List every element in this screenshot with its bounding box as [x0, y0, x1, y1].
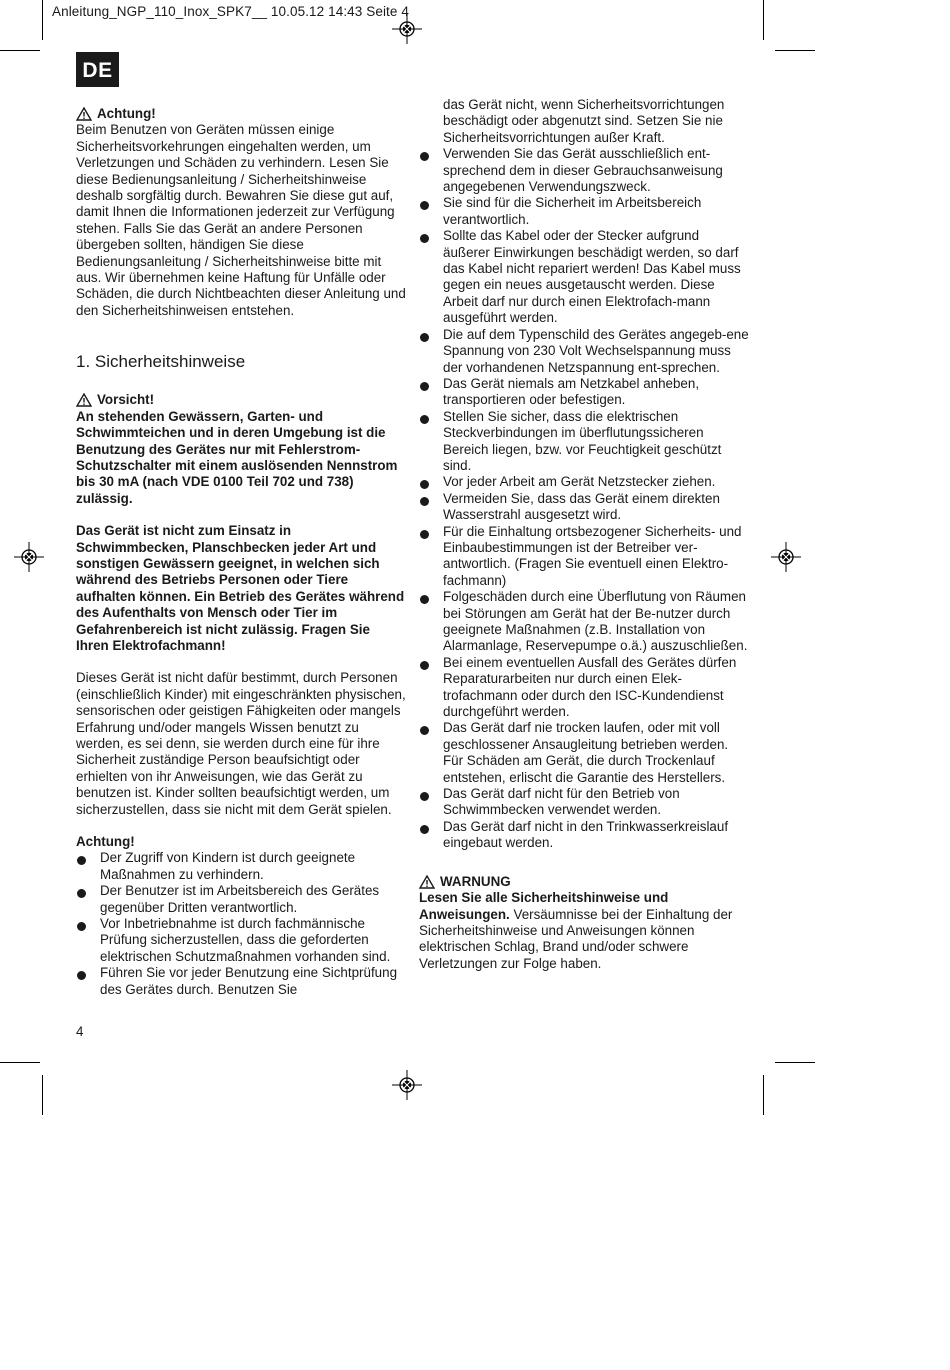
warning-triangle-icon — [419, 875, 435, 889]
crop-mark-bottom-right-horizontal — [775, 1062, 815, 1063]
crop-mark-top-right-horizontal — [775, 50, 815, 51]
list-item: Das Gerät niemals am Netzkabel anheben, transportieren oder befestigen. — [419, 376, 749, 409]
vorsicht-bold-paragraph-2: Das Gerät ist nicht zum Einsatz in Schwimmbecken, Planschbecken jeder Art und sonstigen Gewässern geeignet, in welchen sich während des Betriebs Personen oder Tiere aufhalten können. Ein Betrieb des Gerätes während des Aufenthalts von Mensch oder Tier im Gefahrenbereich ist nicht zulässig. Fragen Sie Ihren Elektrofachmann! — [76, 523, 405, 653]
list-item: Der Benutzer ist im Arbeitsbereich des Gerätes gegenüber Dritten verantwortlich. — [76, 883, 406, 916]
achtung-heading — [76, 106, 406, 122]
list-item: Führen Sie vor jeder Benutzung eine Sichtprüfung des Gerätes durch. Benutzen Sie — [76, 965, 406, 998]
list-item: Vermeiden Sie, dass das Gerät einem direkten Wasserstrahl ausgesetzt wird. — [419, 491, 749, 524]
list-item: Sie sind für die Sicherheit im Arbeitsbereich verantwortlich. — [419, 195, 749, 228]
list-item: Stellen Sie sicher, dass die elektrischen Steckverbindungen im überflutungssicheren Bereich liegen, bzw. vor Feuchtigkeit geschützt sind. — [419, 409, 749, 475]
vorsicht-heading-label: Vorsicht! — [97, 392, 155, 408]
list-item: Bei einem eventuellen Ausfall des Gerätes dürfen Reparaturarbeiten nur durch einen Elek-trofachmann oder durch den ISC-Kundendienst durchgeführt werden. — [419, 655, 749, 721]
persons-paragraph: Dieses Gerät ist nicht dafür bestimmt, durch Personen (einschließlich Kinder) mit eingeschränkten physischen, sensorischen oder geistigen Fähigkeiten oder mangels Erfahrung und/oder mangels Wissen benutzt zu werden, es sei denn, sie werden durch eine für ihre Sicherheit zuständige Person beaufsichtigt oder erhielten von ihr Anweisungen, wie das Gerät zu benutzen ist. Kinder sollten beaufsichtigt werden, um sicherzustellen, dass sie nicht mit dem Gerät spielen. — [76, 670, 406, 817]
list-item: Vor jeder Arbeit am Gerät Netzstecker ziehen. — [419, 474, 749, 490]
list-item: Der Zugriff von Kindern ist durch geeignete Maßnahmen zu verhindern. — [76, 850, 406, 883]
registration-mark-icon — [14, 542, 44, 572]
warning-triangle-icon — [76, 107, 92, 121]
registration-mark-icon — [392, 1070, 422, 1100]
achtung-paragraph: Beim Benutzen von Geräten müssen einige Sicherheitsvorkehrungen eingehalten werden, um Verletzungen und Schäden zu verhindern. Lesen Sie diese Bedienungsanleitung / Sicherheitshinweise deshalb sorgfältig durch. Bewahren Sie diese gut auf, damit Ihnen die Informationen jederzeit zur Verfügung stehen. Falls Sie das Gerät an andere Personen übergeben sollten, händigen Sie diese Bedienungsanleitung / Sicherheitshinweise bitte mit aus. Wir übernehmen keine Haftung für Unfälle oder Schäden, die durch Nichtbeachten dieser Anleitung und den Sicherheitshinweisen entstehen. — [76, 122, 406, 318]
registration-mark-icon — [392, 14, 422, 44]
list-item: Für die Einhaltung ortsbezogener Sicherheits- und Einbaubestimmungen ist der Betreiber ver-antwortlich. (Fragen Sie eventuell einen Elektro-fachmann) — [419, 524, 749, 590]
continued-paragraph: das Gerät nicht, wenn Sicherheitsvorrichtungen beschädigt oder abgenutzt sind. Setzen Sie nie Sicherheitsvorrichtungen außer Kraft. — [443, 97, 725, 145]
list-item: Das Gerät darf nie trocken laufen, oder mit voll geschlossener Ansaugleitung betrieben werden. Für Schäden am Gerät, die durch Trockenlauf entstehen, erlischt die Garantie des Herstellers. — [419, 720, 749, 786]
right-column — [419, 97, 749, 972]
warnung-text: Versäumnisse bei der Einhaltung der Sicherheitshinweise und Anweisungen können elektrischen Schlag, Brand und/oder schwere Verletzungen zur Folge haben. — [419, 906, 733, 971]
crop-mark-bottom-left-vertical — [42, 1075, 43, 1115]
achtung-2-heading: Achtung! — [76, 834, 135, 850]
achtung-heading-label: Achtung! — [97, 106, 156, 121]
vorsicht-bold-paragraph-1: An stehenden Gewässern, Garten- und Schwimmteichen und in deren Umgebung ist die Benutzung des Gerätes nur mit Fehlerstrom-Schutzschalter mit einem auslösenden Nennstrom bis 30 mA (nach VDE 0100 Teil 702 und 738) zulässig. — [76, 408, 398, 506]
warnung-bold-text: Lesen Sie alle Sicherheitshinweise und Anweisungen. — [419, 890, 669, 922]
list-item: Das Gerät darf nicht in den Trinkwasserkreislauf eingebaut werden. — [419, 819, 749, 852]
page-number: 4 — [76, 1024, 84, 1039]
section-title: 1. Sicherheitshinweise — [76, 352, 246, 372]
crop-mark-bottom-left-horizontal — [0, 1062, 40, 1063]
crop-mark-top-left-horizontal — [0, 50, 40, 51]
list-item: Vor Inbetriebnahme ist durch fachmännische Prüfung sicherzustellen, dass die geforderten elektrischen Schutzmaßnahmen vorhanden sind. — [76, 916, 406, 965]
warning-triangle-icon — [76, 393, 92, 407]
warnung-paragraph — [419, 890, 749, 972]
list-item: Die auf dem Typenschild des Gerätes angegeb-ene Spannung von 230 Volt Wechselspannung muss der vorhandenen Netzspannung ent-sprechen. — [419, 327, 749, 376]
vorsicht-heading — [76, 392, 406, 408]
registration-mark-icon — [771, 542, 801, 572]
warnung-heading — [419, 874, 749, 890]
left-column — [76, 106, 406, 998]
language-badge: DE — [76, 52, 119, 87]
crop-mark-bottom-right-vertical — [763, 1075, 764, 1115]
print-header-file-info: Anleitung_NGP_110_Inox_SPK7__ 10.05.12 14:43 Seite 4 — [52, 4, 409, 19]
left-bullet-list — [76, 850, 406, 998]
crop-mark-top-left-vertical — [42, 0, 43, 40]
list-item: Folgeschäden durch eine Überflutung von Räumen bei Störungen am Gerät hat der Be-nutzer durch geeignete Maßnahmen (z.B. Installation von Alarmanlage, Reservepumpe o.ä.) auszuschließen. — [419, 589, 749, 655]
warnung-heading-label: WARNUNG — [440, 873, 511, 889]
list-item: Verwenden Sie das Gerät ausschließlich ent-sprechend dem in dieser Gebrauchsanweisung angegebenen Verwendungszweck. — [419, 146, 749, 195]
crop-mark-top-right-vertical — [763, 0, 764, 40]
list-item: Sollte das Kabel oder der Stecker aufgrund äußerer Einwirkungen beschädigt werden, so darf das Kabel nicht repariert werden! Das Kabel muss gegen ein neues ausgetauscht werden. Diese Arbeit darf nur durch einen Elektrofach-mann ausgeführt werden. — [419, 228, 749, 326]
list-item: Das Gerät darf nicht für den Betrieb von Schwimmbecken verwendet werden. — [419, 786, 749, 819]
right-bullet-list — [419, 146, 749, 851]
